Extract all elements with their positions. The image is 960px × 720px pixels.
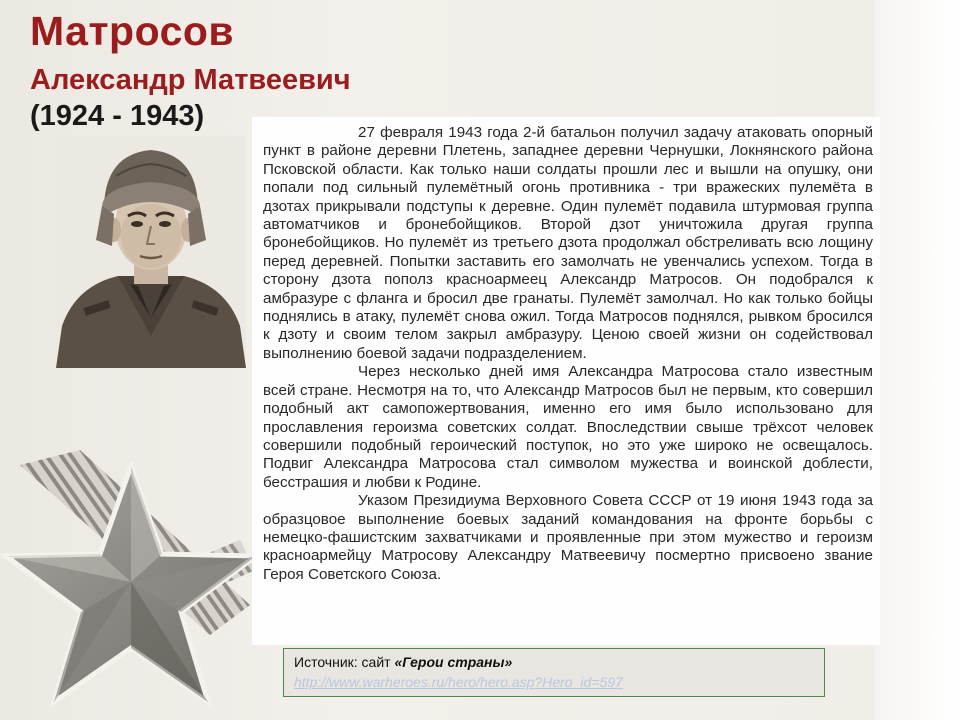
biography-paragraph-text: Указом Президиума Верховного Совета СССР от 19 июня 1943 года за образцовое выполнение боевых заданий командования на фронте борьбы с немецко-фашистским захватчиками и проявленные при этом мужество и героизм красноармейцу Матросову Александру Матвеевичу посмертно присвоено звание Героя Советского Союза. <box>263 492 873 583</box>
biography-paragraph <box>263 124 873 363</box>
source-link[interactable]: http://www.warheroes.ru/hero/hero.asp?Hero_id=597 <box>294 674 623 690</box>
page-title: Матросов <box>30 8 235 54</box>
biography-paragraph-text: 27 февраля 1943 года 2-й батальон получил задачу атаковать опорный пункт в районе деревни Плетень, западнее деревни Чернушки, Локнянского района Псковской области. Как только наши солдаты прошли лес и вышли на опушку, они попали под сильный пулемётный огонь противника - три вражеских пулемёта в дзотах прикрывали подступы к деревне. Один пулемёт подавила штурмовая группа автоматчиков и бронебойщиков. Второй дзот уничтожила другая группа бронебойщиков. Но пулемёт из третьего дзота продолжал обстреливать всю лощину перед деревней. Попытки заставить его замолчать не увенчались успехом. Тогда в сторону дзота пополз красноармеец Александр Матросов. Он подобрался к амбразуре с фланга и бросил две гранаты. Пулемёт замолчал. Но как только бойцы поднялись в атаку, пулемёт снова ожил. Тогда Матросов поднялся, рывком бросился к дзоту и своим телом закрыл амбразуру. Ценою своей жизни он содействовал выполнению боевой задачи подразделением. <box>263 124 873 362</box>
source-caption <box>294 654 512 670</box>
biography-paragraph-text: Через несколько дней имя Александра Матросова стало известным всей стране. Несмотря на то, что Александр Матросов был не первым, кто совершил подобный акт самопожертвования, именно его имя было использовано для прославления героизма советских солдат. Впоследствии свыше трёхсот человек совершили подобный героический поступок, но это уже широко не освещалось. Подвиг Александра Матросова стал символом мужества и воинской доблести, бесстрашия и любви к Родине. <box>263 363 873 491</box>
background-edge <box>875 0 960 720</box>
hero-life-years: (1924 - 1943) <box>30 100 205 132</box>
biography-paragraph <box>263 492 873 584</box>
source-site-name: «Герои страны» <box>394 654 513 670</box>
source-prefix: Источник: сайт <box>294 654 395 670</box>
star-icon <box>0 462 262 712</box>
biography-text-panel <box>252 117 880 645</box>
soldier-portrait <box>56 136 246 368</box>
biography-paragraph <box>263 363 873 492</box>
source-box <box>283 648 825 697</box>
soldier-portrait-drawing <box>56 136 246 368</box>
hero-full-name: Александр Матвеевич <box>30 64 351 96</box>
